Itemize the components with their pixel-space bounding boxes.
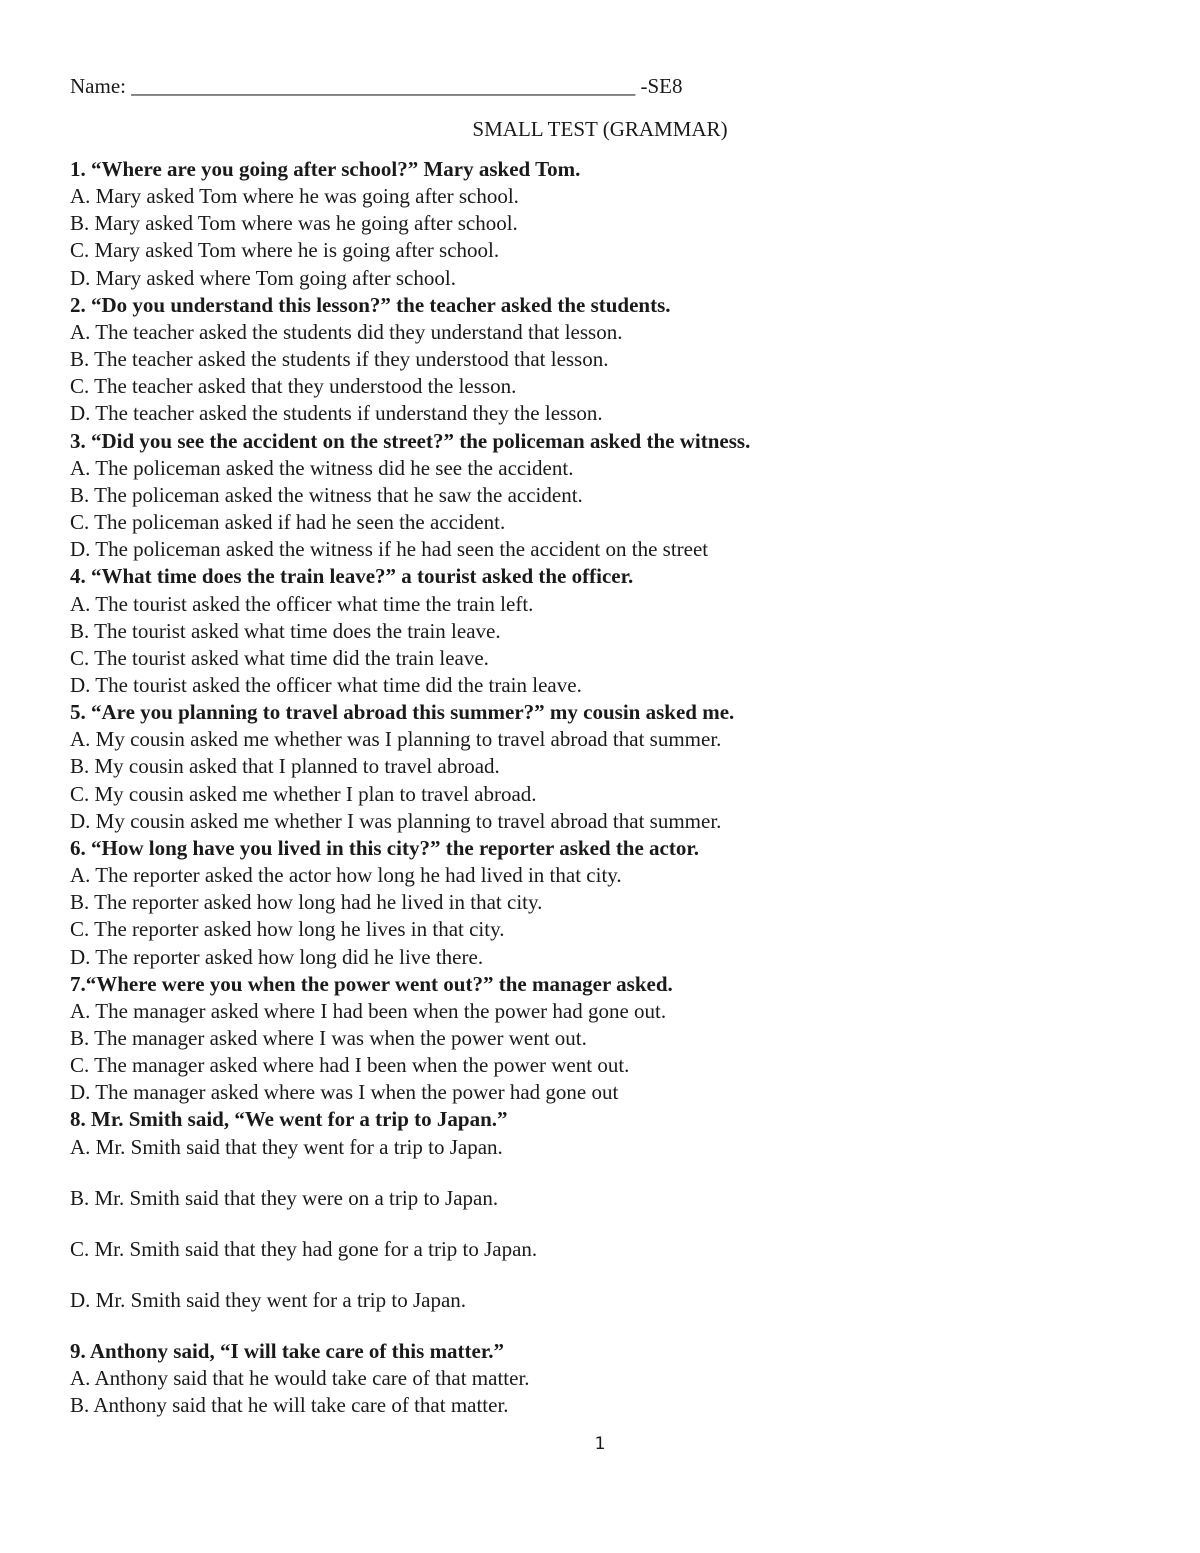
question-8-option-a: A. Mr. Smith said that they went for a trip to Japan. bbox=[70, 1134, 503, 1159]
question-8: 8. Mr. Smith said, “We went for a trip to Japan.” bbox=[70, 1107, 508, 1132]
question-2: 2. “Do you understand this lesson?” the teacher asked the students. bbox=[70, 292, 671, 317]
spacer bbox=[70, 1161, 1150, 1185]
question-6-option-d: D. The reporter asked how long did he live there. bbox=[70, 944, 484, 969]
question-5: 5. “Are you planning to travel abroad this summer?” my cousin asked me. bbox=[70, 700, 735, 725]
question-6-option-c: C. The reporter asked how long he lives in that city. bbox=[70, 917, 505, 942]
question-7: 7.“Where were you when the power went out?” the manager asked. bbox=[70, 971, 673, 996]
page-title: SMALL TEST (GRAMMAR) bbox=[472, 117, 728, 141]
question-8-option-c: C. Mr. Smith said that they had gone for a trip to Japan. bbox=[70, 1236, 538, 1261]
question-4-option-a: A. The tourist asked the officer what time the train left. bbox=[70, 591, 534, 616]
question-list bbox=[70, 156, 1150, 1419]
question-1-option-a: A. Mary asked Tom where he was going after school. bbox=[70, 184, 519, 209]
question-1-option-b: B. Mary asked Tom where was he going after school. bbox=[70, 211, 518, 236]
question-7-option-c: C. The manager asked where had I been when the power went out. bbox=[70, 1053, 630, 1078]
question-6: 6. “How long have you lived in this city?” the reporter asked the actor. bbox=[70, 835, 700, 860]
question-1-option-c: C. Mary asked Tom where he is going after school. bbox=[70, 238, 500, 263]
question-1-option-d: D. Mary asked where Tom going after school. bbox=[70, 265, 456, 290]
question-7-option-a: A. The manager asked where I had been when the power had gone out. bbox=[70, 998, 667, 1023]
question-8-option-d: D. Mr. Smith said they went for a trip to Japan. bbox=[70, 1287, 467, 1312]
question-4-option-c: C. The tourist asked what time did the train leave. bbox=[70, 645, 489, 670]
spacer bbox=[70, 1263, 1150, 1287]
page-number: 1 bbox=[594, 1434, 606, 1454]
question-9-option-a: A. Anthony said that he would take care of that matter. bbox=[70, 1365, 530, 1390]
question-5-option-d: D. My cousin asked me whether I was planning to travel abroad that summer. bbox=[70, 808, 722, 833]
question-4-option-d: D. The tourist asked the officer what time did the train leave. bbox=[70, 672, 582, 697]
question-3-option-c: C. The policeman asked if had he seen the accident. bbox=[70, 510, 506, 535]
question-1: 1. “Where are you going after school?” Mary asked Tom. bbox=[70, 157, 581, 181]
name-line: Name: ________________________________________________ -SE8 bbox=[70, 74, 683, 98]
question-7-option-d: D. The manager asked where was I when the power had gone out bbox=[70, 1080, 619, 1105]
question-9-option-b: B. Anthony said that he will take care of that matter. bbox=[70, 1392, 509, 1417]
question-9: 9. Anthony said, “I will take care of this matter.” bbox=[70, 1338, 505, 1363]
question-2-option-c: C. The teacher asked that they understood the lesson. bbox=[70, 374, 517, 399]
question-2-option-d: D. The teacher asked the students if understand they the lesson. bbox=[70, 401, 603, 426]
question-8-option-b: B. Mr. Smith said that they were on a trip to Japan. bbox=[70, 1185, 499, 1210]
question-2-option-b: B. The teacher asked the students if they understood that lesson. bbox=[70, 347, 609, 372]
question-3: 3. “Did you see the accident on the street?” the policeman asked the witness. bbox=[70, 428, 751, 453]
spacer bbox=[70, 1212, 1150, 1236]
question-3-option-a: A. The policeman asked the witness did he see the accident. bbox=[70, 455, 574, 480]
question-7-option-b: B. The manager asked where I was when the power went out. bbox=[70, 1026, 587, 1050]
spacer bbox=[70, 1314, 1150, 1338]
question-6-option-a: A. The reporter asked the actor how long he had lived in that city. bbox=[70, 863, 622, 888]
question-5-option-c: C. My cousin asked me whether I plan to travel abroad. bbox=[70, 781, 537, 806]
question-6-option-b: B. The reporter asked how long had he lived in that city. bbox=[70, 890, 543, 915]
question-4: 4. “What time does the train leave?” a tourist asked the officer. bbox=[70, 564, 634, 589]
question-4-option-b: B. The tourist asked what time does the train leave. bbox=[70, 618, 501, 643]
question-5-option-b: B. My cousin asked that I planned to travel abroad. bbox=[70, 754, 500, 779]
question-2-option-a: A. The teacher asked the students did they understand that lesson. bbox=[70, 319, 623, 344]
question-3-option-b: B. The policeman asked the witness that he saw the accident. bbox=[70, 482, 583, 507]
question-3-option-d: D. The policeman asked the witness if he had seen the accident on the street bbox=[70, 537, 709, 562]
question-5-option-a: A. My cousin asked me whether was I planning to travel abroad that summer. bbox=[70, 727, 722, 752]
